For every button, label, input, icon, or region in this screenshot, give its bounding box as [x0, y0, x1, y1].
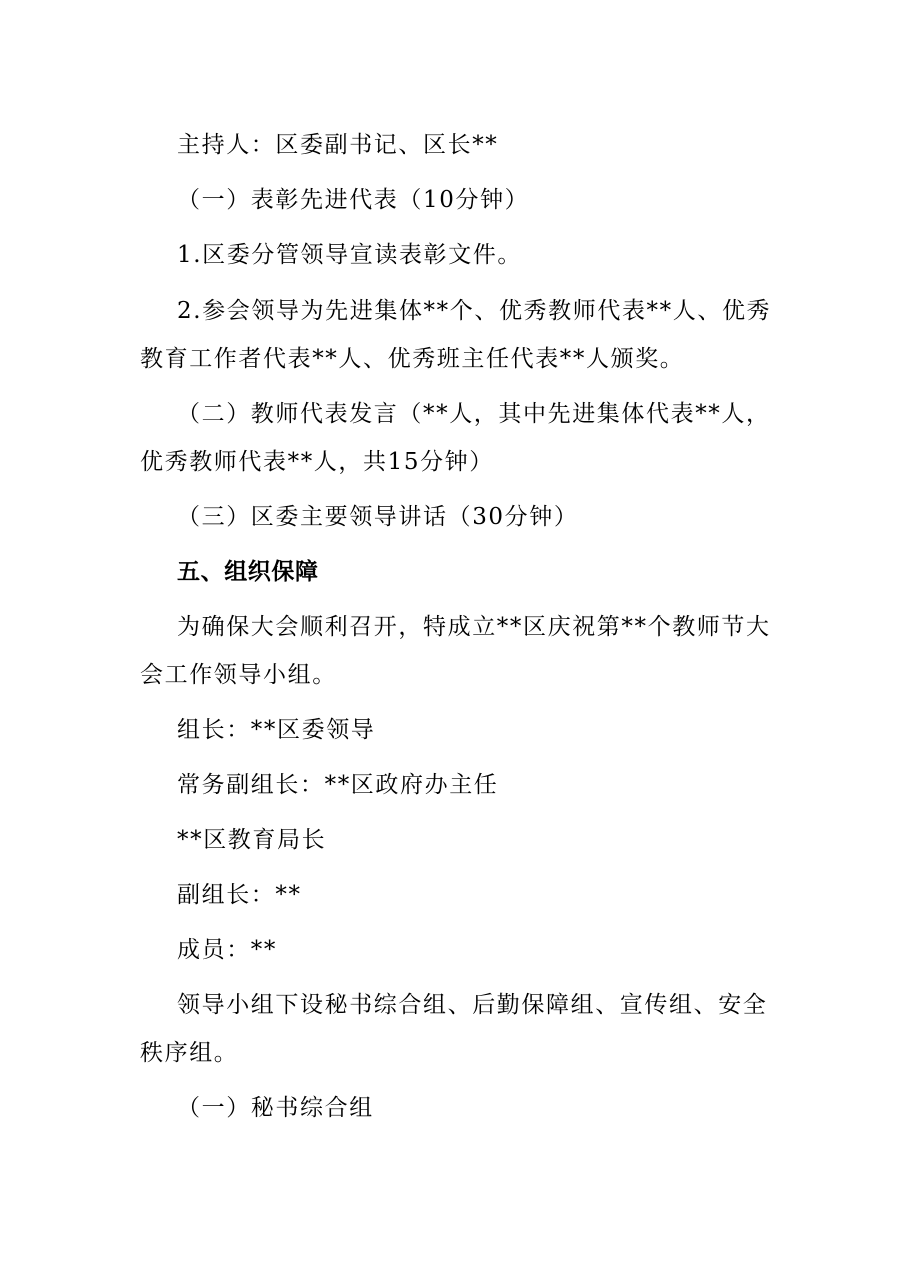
education-bureau-line: **区教育局长	[177, 827, 327, 853]
paragraph-continuation: 会工作领导小组。	[140, 662, 337, 688]
item-2-line: 2.参会领导为先进集体**个、优秀教师代表**人、优秀	[177, 298, 772, 324]
item-2-continuation: 教育工作者代表**人、优秀班主任代表**人颁奖。	[140, 346, 685, 372]
host-line: 主持人：区委副书记、区长**	[177, 132, 499, 158]
section-heading-organization: 五、组织保障	[177, 558, 319, 585]
item-commendation-heading: （一）表彰先进代表（10分钟）	[177, 187, 530, 213]
item-leader-speech-heading: （三）区委主要领导讲话（30分钟）	[177, 504, 579, 530]
item-teacher-speech-continuation: 优秀教师代表**人，共15分钟）	[140, 449, 494, 475]
subgroups-line: 领导小组下设秘书综合组、后勤保障组、宣传组、安全	[177, 992, 768, 1018]
paragraph-line: 为确保大会顺利召开，特成立**区庆祝第**个教师节大	[177, 614, 771, 640]
item-1-line: 1.区委分管领导宣读表彰文件。	[177, 242, 522, 268]
executive-deputy-line: 常务副组长：**区政府办主任	[177, 772, 499, 798]
secretary-group-heading: （一）秘书综合组	[177, 1095, 374, 1121]
leader-line: 组长：**区委领导	[177, 717, 376, 743]
members-line: 成员：**	[177, 937, 277, 963]
item-teacher-speech-heading: （二）教师代表发言（**人，其中先进集体代表**人，	[177, 401, 771, 427]
deputy-leader-line: 副组长：**	[177, 882, 302, 908]
subgroups-continuation: 秩序组。	[140, 1040, 239, 1066]
